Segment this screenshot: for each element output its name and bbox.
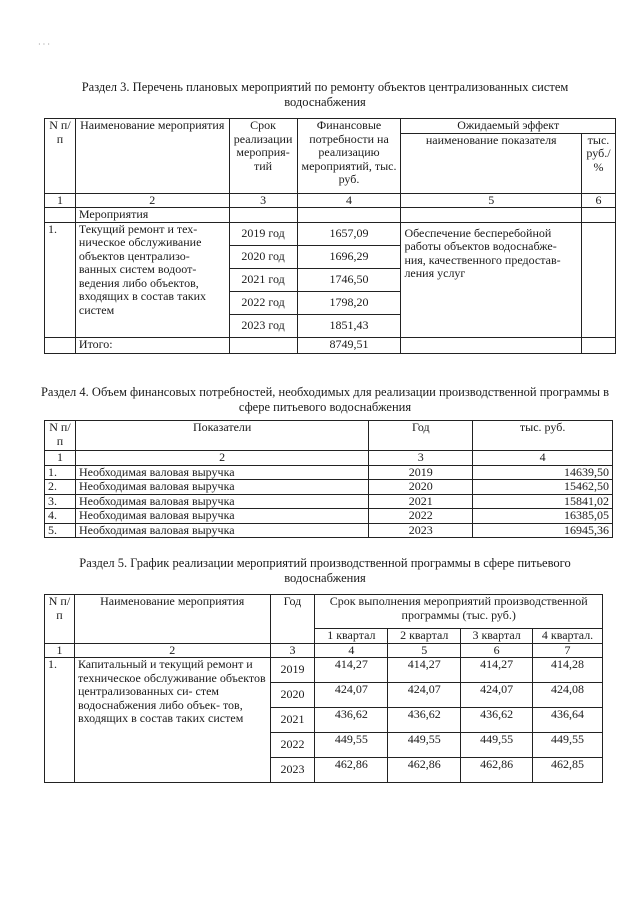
s5-header-term: Срок выполнения мероприятий производственной программы (тыс. руб.) [315,595,603,629]
s5-year: 2023 [270,758,315,783]
s5-num: 1 [45,643,75,658]
s5-row-number: 1. [45,658,75,783]
s5-num: 2 [74,643,270,658]
s5-value: 424,07 [388,683,461,708]
s5-value: 436,64 [533,708,603,733]
s4-row-sum: 15841,02 [473,494,613,509]
s5-num: 7 [533,643,603,658]
s5-header-name: Наименование мероприятия [74,595,270,644]
s5-year: 2021 [270,708,315,733]
s4-row-n: 1. [45,465,76,480]
s4-row-year: 2023 [369,523,473,538]
s5-num: 4 [315,643,388,658]
table-row [45,480,613,495]
s5-header-n: N п/ п [45,595,75,644]
s3-row-number: 1. [45,222,76,337]
s3-header-term: Срок реализации мероприя- тий [229,119,297,194]
s4-num: 1 [45,451,76,466]
s3-amount: 1746,50 [297,268,400,291]
s3-amount: 1696,29 [297,245,400,268]
s4-row-sum: 16385,05 [473,509,613,524]
s3-header-indicator: наименование показателя [401,133,582,193]
s3-header-n: N п/п [45,119,76,194]
s3-amount: 1851,43 [297,314,400,337]
table-row [45,465,613,480]
s5-value: 436,62 [461,708,533,733]
s5-value: 449,55 [388,733,461,758]
s4-header-year: Год [369,421,473,451]
s5-value: 449,55 [315,733,388,758]
s4-header-n: N п/п [45,421,76,451]
s4-row-indicator: Необходимая валовая выручка [75,465,368,480]
s3-total-value: 8749,51 [297,337,401,353]
s3-effect-text: Обеспечение бесперебойной работы объектов водоснабже- ния, качественного предостав- ления услуг [401,222,582,337]
s4-row-n: 4. [45,509,76,524]
s3-row-name: Текущий ремонт и тех- ническое обслуживание объектов централизо- ванных систем водоот- ведения либо объектов, входящих в состав таких систем [75,222,229,337]
s5-num: 3 [270,643,315,658]
s3-amount: 1657,09 [297,223,400,246]
s5-value: 462,86 [461,758,533,783]
section4-title: Раздел 4. Объем финансовых потребностей, необходимых для реализации производственной программы в сфере питьевого водоснабжения [40,385,610,414]
s5-value: 414,27 [461,658,533,683]
s5-year: 2019 [270,658,315,683]
s4-row-indicator: Необходимая валовая выручка [75,480,368,495]
s5-value: 436,62 [388,708,461,733]
s5-header-q3: 3 квартал [461,629,533,644]
s5-value: 462,86 [315,758,388,783]
s4-number-row [45,451,613,466]
s3-header-unit: тыс. руб./ % [581,133,615,193]
s3-num: 1 [45,193,76,208]
s3-year: 2021 год [230,268,298,291]
s5-num: 6 [461,643,533,658]
s5-header-q1: 1 квартал [315,629,388,644]
table-row [45,523,613,538]
section5-table [44,594,603,783]
s5-header-q2: 2 квартал [388,629,461,644]
s3-num: 4 [297,193,401,208]
s5-value: 424,07 [315,683,388,708]
s4-row-indicator: Необходимая валовая выручка [75,494,368,509]
s5-value: 414,27 [388,658,461,683]
s4-row-n: 2. [45,480,76,495]
s4-row-year: 2022 [369,509,473,524]
s4-num: 3 [369,451,473,466]
s3-year-table [230,223,401,337]
s3-total-label: Итого: [75,337,229,353]
s5-value: 449,55 [533,733,603,758]
s3-year: 2023 год [241,317,285,332]
s5-header-year: Год [270,595,315,644]
section4-table [44,420,613,538]
s3-amount: 1798,20 [297,291,400,314]
s5-value: 414,28 [533,658,603,683]
s3-header-effect: Ожидаемый эффект [401,119,616,134]
section3-table [44,118,616,354]
s5-value: 462,86 [388,758,461,783]
s3-num: 3 [229,193,297,208]
s4-header-sum: тыс. руб. [473,421,613,451]
s3-year: 2019 год [230,223,298,246]
s5-value: 424,07 [461,683,533,708]
s4-num: 4 [473,451,613,466]
s5-value: 449,55 [461,733,533,758]
s5-num: 5 [388,643,461,658]
s3-group-label: Мероприятия [75,208,229,223]
s3-num: 2 [75,193,229,208]
table-row [45,509,613,524]
s4-row-sum: 16945,36 [473,523,613,538]
scan-mark: · · · [38,40,50,49]
s4-row-sum: 14639,50 [473,465,613,480]
table-row [45,658,603,683]
s5-value: 436,62 [315,708,388,733]
s4-row-n: 5. [45,523,76,538]
section5-title: Раздел 5. График реализации мероприятий производственной программы в сфере питьевого водоснабжения [79,556,571,585]
s3-header-fin: Финансовые потребности на реализацию мероприятий, тыс. руб. [297,119,401,194]
s5-year: 2020 [270,683,315,708]
s3-num: 5 [401,193,582,208]
s3-year: 2022 год [230,291,298,314]
s4-row-sum: 15462,50 [473,480,613,495]
s3-header-name: Наименование мероприятия [75,119,229,194]
s4-row-year: 2019 [369,465,473,480]
s3-year: 2020 год [230,245,298,268]
s5-year: 2022 [270,733,315,758]
s5-number-row [45,643,603,658]
s5-value: 462,85 [533,758,603,783]
table-row [45,494,613,509]
s4-row-year: 2020 [369,480,473,495]
s4-row-indicator: Необходимая валовая выручка [75,523,368,538]
s3-number-row [45,193,616,208]
s5-header-q4: 4 квартал. [533,629,603,644]
s3-num: 6 [581,193,615,208]
s4-row-indicator: Необходимая валовая выручка [75,509,368,524]
s5-value: 424,08 [533,683,603,708]
s4-row-n: 3. [45,494,76,509]
s4-row-year: 2021 [369,494,473,509]
s3-measure-row [45,222,616,337]
section3-title: Раздел 3. Перечень плановых мероприятий по ремонту объектов централизованных систем водоснабжения [81,80,569,109]
s5-row-name: Капитальный и текущий ремонт и техническое обслуживание объектов централизованных си- стем водоснабжения либо объек- тов, входящих в состав таких систем [74,658,270,783]
s5-value: 414,27 [315,658,388,683]
s4-num: 2 [75,451,368,466]
s4-header-indicator: Показатели [75,421,368,451]
